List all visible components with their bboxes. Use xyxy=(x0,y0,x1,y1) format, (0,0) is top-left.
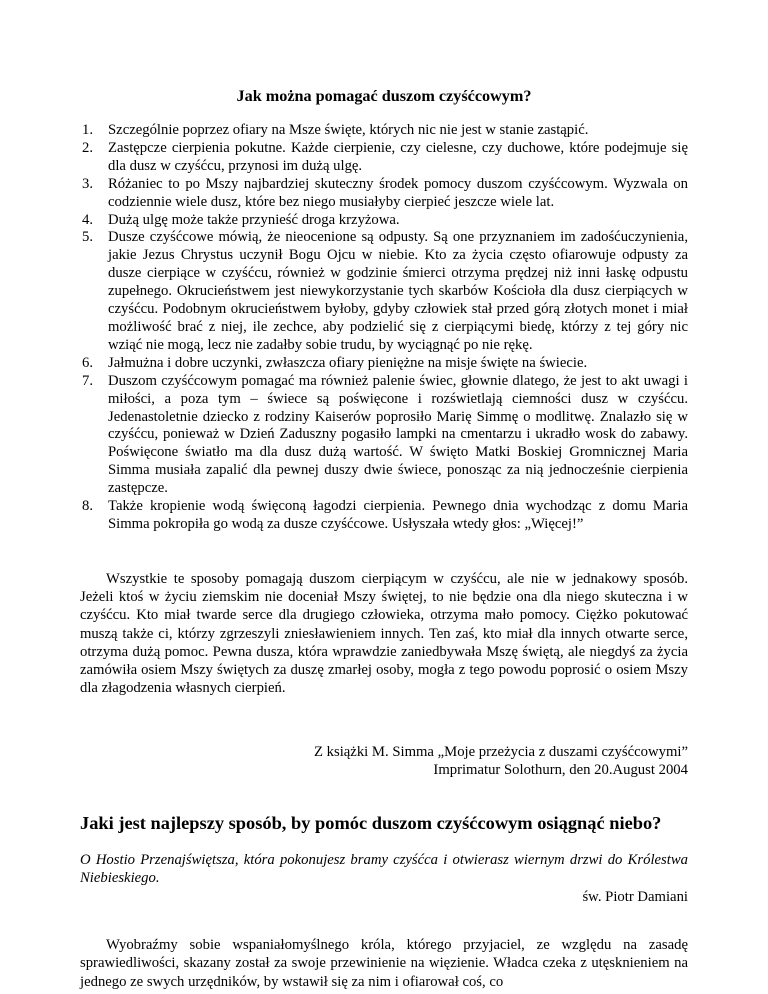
list-number: 7. xyxy=(82,372,94,389)
list-number: 6. xyxy=(82,354,94,371)
list-number: 1. xyxy=(82,122,94,138)
ways-list xyxy=(80,122,688,534)
list-item-text: Dusze czyśćcowe mówią, że nieocenione są odpusty. Są one przyznaniem im zadośćuczynienia, jakie Jezus Chrystus uczynił Bogu Ojcu w niebie. Kto za życia często ofiarowuje odpusty za dusze cierpiące w czyśćcu, również w godzinie śmierci otrzyma prędzej niż inni łaskę odpustu zupełnego. Okrucieństwem jest niewykorzystanie tych skarbów Kościoła dla dusz cierpiących w czyśćcu. Podobnym okrucieństwem byłoby, gdyby człowiek stał przed górą złotych monet i miał możliwość brać z niej, ile zechce, aby podzielić się z cierpiącymi biedę, którzy z tej góry nic wziąć nie mogą, lecz nie zadałby sobie trudu, by wyciągnąć po nie rękę. xyxy=(108,229,688,353)
list-number: 3. xyxy=(82,175,94,192)
list-item-text: Jałmużna i dobre uczynki, zwłaszcza ofiary pieniężne na misje święte na świecie. xyxy=(108,354,588,371)
list-item-text: Także kropienie wodą święconą łagodzi cierpienia. Pewnego dnia wychodząc z domu Maria Simma pokropiła go wodą za dusze czyśćcowe. Usłyszała wtedy głos: „Więcej!” xyxy=(108,498,688,532)
list-item xyxy=(80,140,688,176)
list-number: 8. xyxy=(82,498,94,515)
heading-best-way: Jaki jest najlepszy sposób, by pomóc duszom czyśćcowym osiągnąć niebo? xyxy=(80,813,662,833)
list-item xyxy=(80,373,688,498)
king-paragraph: Wyobraźmy sobie wspaniałomyślnego króla, którego przyjaciel, ze względu na zasadę sprawiedliwości, skazany został za swoje przewinienie na więzienie. Władca czeka z utęsknieniem na jednego ze swych urzędników, by wstawił się za nim i ofiarował coś, co xyxy=(80,937,688,990)
source-imprimatur: Imprimatur Solothurn, den 20.August 2004 xyxy=(433,762,688,778)
list-item-text: Różaniec to po Mszy najbardziej skuteczny środek pomocy duszom czyśćcowym. Wyzwala on codziennie wiele dusz, które bez niego musiałyby cierpieć jeszcze wiele lat. xyxy=(108,175,688,210)
list-number: 5. xyxy=(82,229,94,246)
list-item-text: Dużą ulgę może także przynieść droga krzyżowa. xyxy=(108,211,400,228)
list-item-text: Duszom czyśćcowym pomagać ma również palenie świec, głownie dlatego, że jest to akt uwagi i miłości, a poza tym – świece są poświęcone i rozświetlają ciemności dusz w czyśćcu. Jedenastoletnie dziecko z rodziny Kaiserów poprosiło Marię Simmę o modlitwę. Znalazło się w czyśćcu, ponieważ w Dzień Zaduszny pogasiło lampki na cmentarzu i ukradło wosk do zabawy. Poświęcone światło ma dla dusz dużą wartość. W święto Matki Boskiej Gromnicznej Maria Simma musiała zapalić dla pewnej duszy dwie świece, ponosząc za nią jednocześnie cierpienia zastępcze. xyxy=(108,372,688,497)
list-number: 2. xyxy=(82,139,94,156)
list-item xyxy=(80,229,688,354)
list-item-text: Szczególnie poprzez ofiary na Msze święte, których nic nie jest w stanie zastąpić. xyxy=(108,122,589,138)
summary-paragraph: Wszystkie te sposoby pomagają duszom cierpiącym w czyśćcu, ale nie w jednakowy sposób. Jeżeli ktoś w życiu ziemskim nie doceniał Mszy świętej, to nie będzie ona dla niego skuteczna i w czyśćcu. Kto miał twarde serce dla drugiego człowieka, otrzyma mało pomocy. Ciężko pokutować muszą także ci, którzy zgrzeszyli zniesławieniem innych. Ten zaś, kto miał dla innych otwarte serce, otrzyma dużą pomoc. Pewna dusza, która wprawdzie zaniedbywała Mszę świętą, ale niegdyś za życia zamówiła osiem Mszy świętych za duszę zmarłej osoby, mogła z tego powodu poprosić o osiem Mszy dla złagodzenia własnych cierpień. xyxy=(80,571,688,697)
list-item-text: Zastępcze cierpienia pokutne. Każde cierpienie, czy cielesne, czy duchowe, które podejmuje się dla dusz w czyśćcu, przynosi im dużą ulgę. xyxy=(108,139,688,174)
list-number: 4. xyxy=(82,211,94,228)
epigraph-quote: O Hostio Przenajświętsza, która pokonujesz bramy czyśćca i otwierasz wiernym drzwi do Królestwa Niebieskiego. xyxy=(80,852,688,886)
source-book: Z książki M. Simma „Moje przeżycia z duszami czyśćcowymi” xyxy=(314,744,688,760)
list-item xyxy=(80,212,688,230)
list-item xyxy=(80,355,688,373)
list-item xyxy=(80,122,688,140)
list-item xyxy=(80,498,688,534)
heading-how-to-help: Jak można pomagać duszom czyśćcowym? xyxy=(236,87,532,105)
quote-author: św. Piotr Damiani xyxy=(582,889,688,905)
list-item xyxy=(80,176,688,212)
